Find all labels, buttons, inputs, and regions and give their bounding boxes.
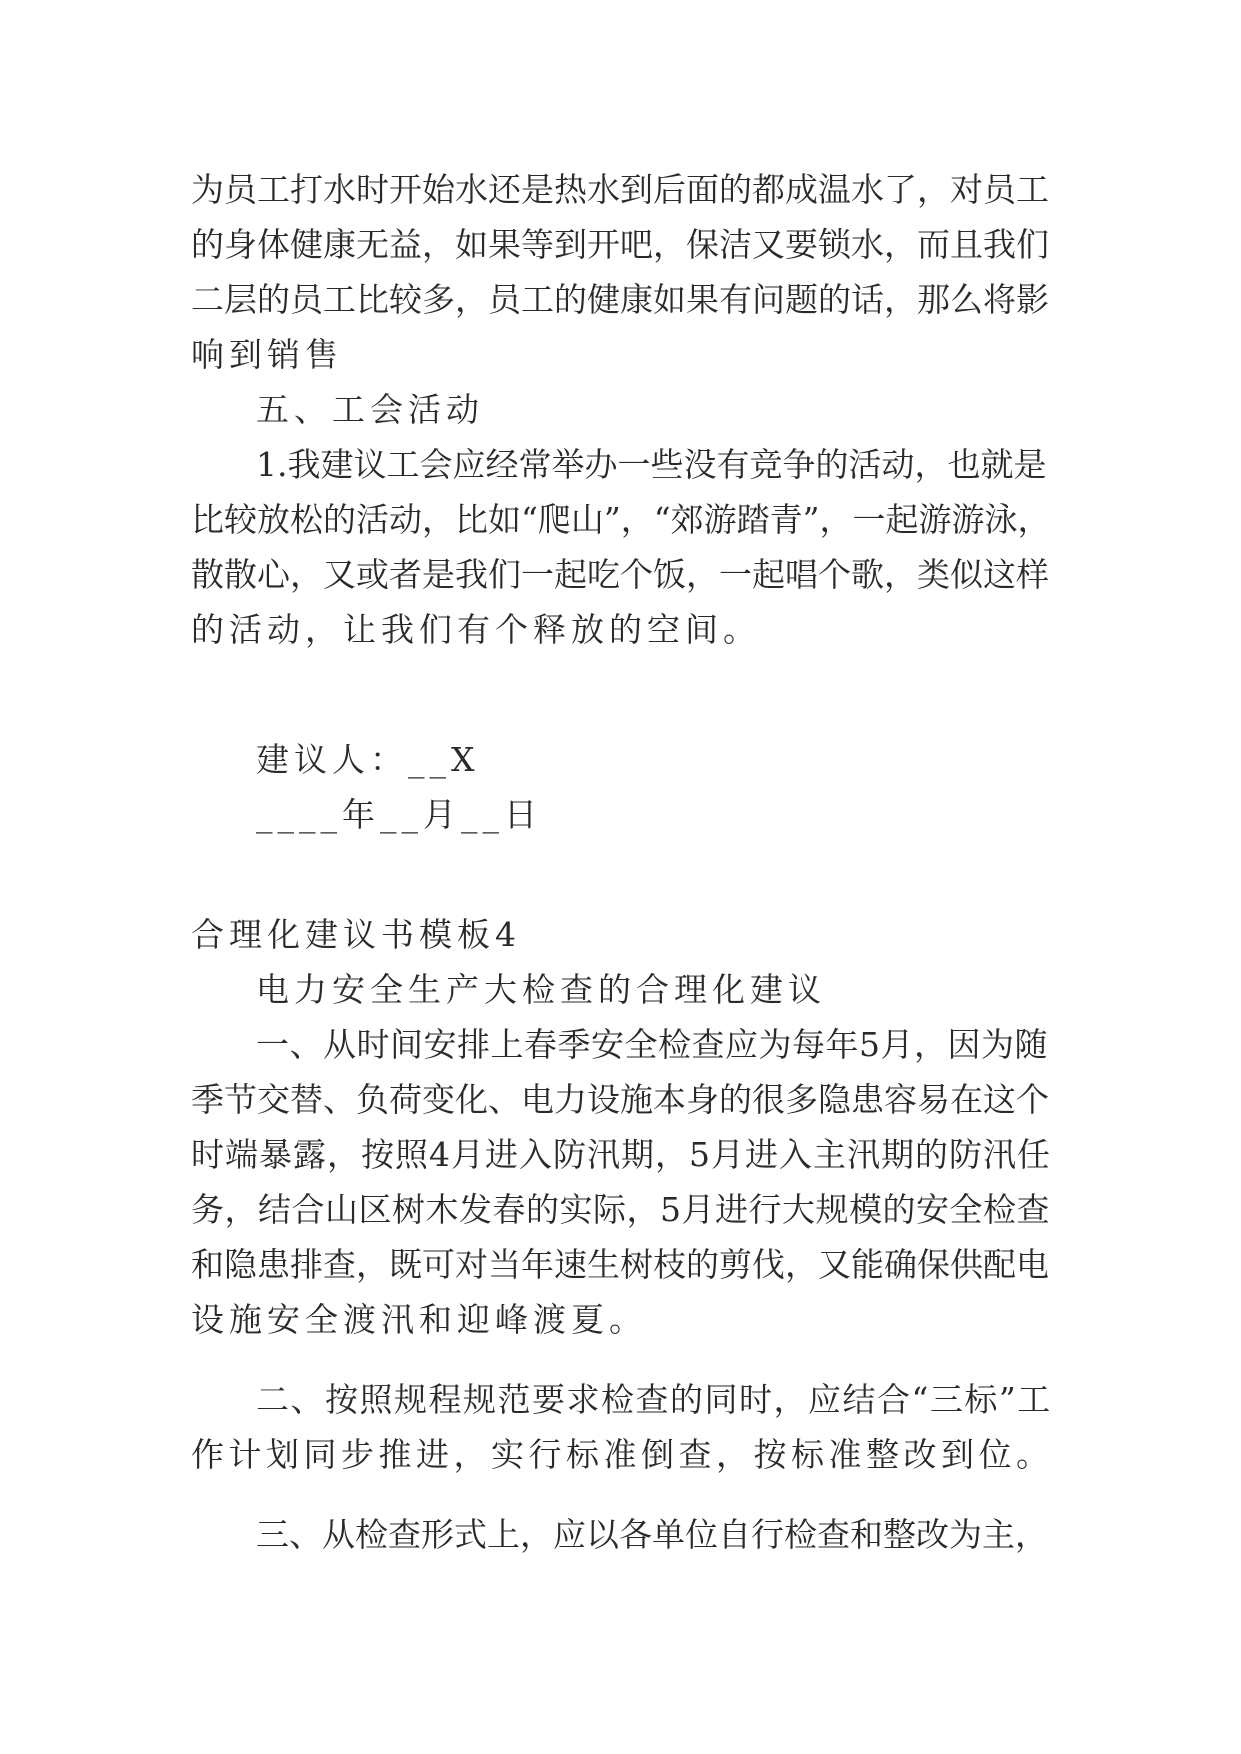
body-line: 的身体健康无益，如果等到开吧，保洁又要锁水，而且我们 (191, 225, 1049, 264)
body-line: 响到销售 (191, 335, 343, 374)
date-line: ____年__月__日 (256, 795, 542, 834)
body-line: 设施安全渡汛和迎峰渡夏。 (191, 1300, 647, 1339)
body-line: 时端暴露，按照4月进入防汛期，5月进入主汛期的防汛任 (191, 1135, 1051, 1174)
section-heading: 五、工会活动 (256, 390, 484, 429)
body-line: 二、按照规程规范要求检查的同时，应结合“三标”工 (256, 1380, 1052, 1419)
document-title: 合理化建议书模板4 (191, 915, 521, 954)
body-line: 的活动，让我们有个释放的空间。 (191, 610, 761, 649)
body-line: 务，结合山区树木发春的实际，5月进行大规模的安全检查 (191, 1190, 1050, 1229)
body-line: 为员工打水时开始水还是热水到后面的都成温水了，对员工 (191, 170, 1049, 209)
body-line: 和隐患排查，既可对当年速生树枝的剪伐，又能确保供配电 (191, 1245, 1049, 1284)
body-line: 一、从时间安排上春季安全检查应为每年5月，因为随 (256, 1025, 1048, 1064)
body-line: 三、从检查形式上，应以各单位自行检查和整改为主， (256, 1515, 1048, 1554)
body-line: 比较放松的活动，比如“爬山”，“郊游踏青”，一起游游泳， (191, 500, 1051, 539)
document-subtitle: 电力安全生产大检查的合理化建议 (256, 970, 826, 1009)
body-line: 季节交替、负荷变化、电力设施本身的很多隐患容易在这个 (191, 1080, 1049, 1119)
body-line: 1.我建议工会应经常举办一些没有竞争的活动，也就是 (256, 445, 1047, 484)
body-line: 散散心，又或者是我们一起吃个饭，一起唱个歌，类似这样 (191, 555, 1049, 594)
body-line: 二层的员工比较多，员工的健康如果有问题的话，那么将影 (191, 280, 1049, 319)
signature-line: 建议人：__X (256, 740, 480, 779)
body-line: 作计划同步推进，实行标准倒查，按标准整改到位。 (191, 1435, 1054, 1474)
